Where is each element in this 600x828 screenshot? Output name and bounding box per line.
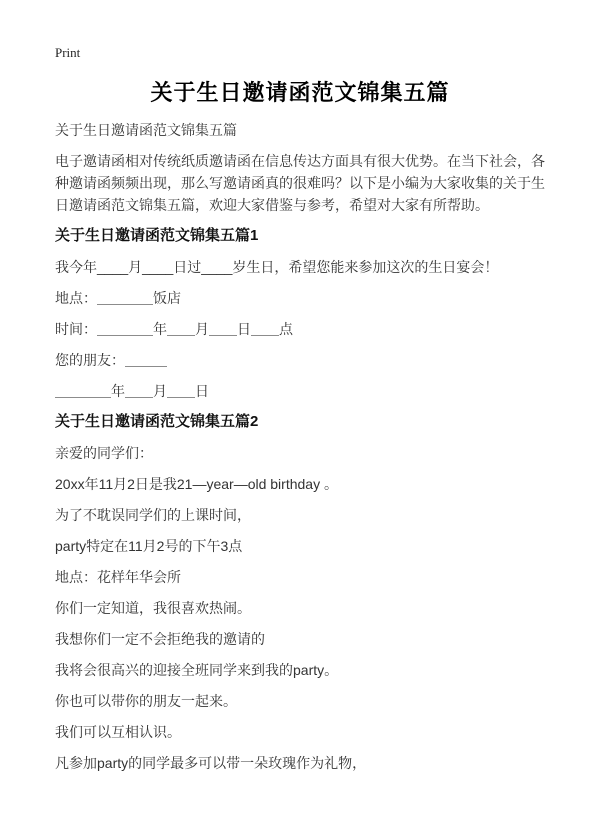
section2-line-welcome: 我将会很高兴的迎接全班同学来到我的party。 — [55, 662, 339, 678]
section2-line-birthday: 20xx年11月2日是我21—year—old birthday 。 — [55, 476, 338, 492]
section2-line-partytime: party特定在11月2号的下午3点 — [55, 538, 243, 554]
section2-line-location: 地点：花样年华会所 — [55, 569, 181, 585]
section1-line-time: 时间：＿＿＿＿年＿＿月＿＿日＿＿点 — [55, 321, 293, 337]
section2-line-lively: 你们一定知道，我很喜欢热闹。 — [55, 600, 251, 616]
section1-line-date: ＿＿＿＿年＿＿月＿＿日 — [55, 383, 209, 399]
intro-subtitle: 关于生日邀请函范文锦集五篇 — [55, 122, 237, 138]
page-title: 关于生日邀请函范文锦集五篇 — [150, 80, 450, 105]
section2-heading: 关于生日邀请函范文锦集五篇2 — [55, 413, 259, 430]
intro-paragraph: 电子邀请函相对传统纸质邀请函在信息传达方面具有很大优势。在当下社会，各种邀请函频频出现，那么写邀请函真的很难吗？以下是小编为大家收集的关于生日邀请函范文锦集五篇，欢迎大家借鉴与参考，希望对大家有所帮助。 — [55, 153, 545, 213]
section2-line-classtime: 为了不耽误同学们的上课时间， — [55, 507, 251, 523]
section2-line-knoweach: 我们可以互相认识。 — [55, 724, 181, 740]
section1-line-friend: 您的朋友：＿＿＿ — [55, 352, 167, 368]
section1-heading: 关于生日邀请函范文锦集五篇1 — [55, 227, 259, 244]
section1-line-location: 地点：＿＿＿＿饭店 — [55, 290, 181, 306]
section2-line-rosegift: 凡参加party的同学最多可以带一朵玫瑰作为礼物， — [55, 755, 367, 771]
print-link[interactable]: Print — [55, 45, 81, 60]
section2-line-salutation: 亲爱的同学们： — [55, 445, 153, 461]
section1-line-invite: 我今年____月____日过____岁生日，希望您能来参加这次的生日宴会！ — [55, 259, 499, 275]
section2-line-norefuse: 我想你们一定不会拒绝我的邀请的 — [55, 631, 265, 647]
section2-line-bringfriend: 你也可以带你的朋友一起来。 — [55, 693, 237, 709]
